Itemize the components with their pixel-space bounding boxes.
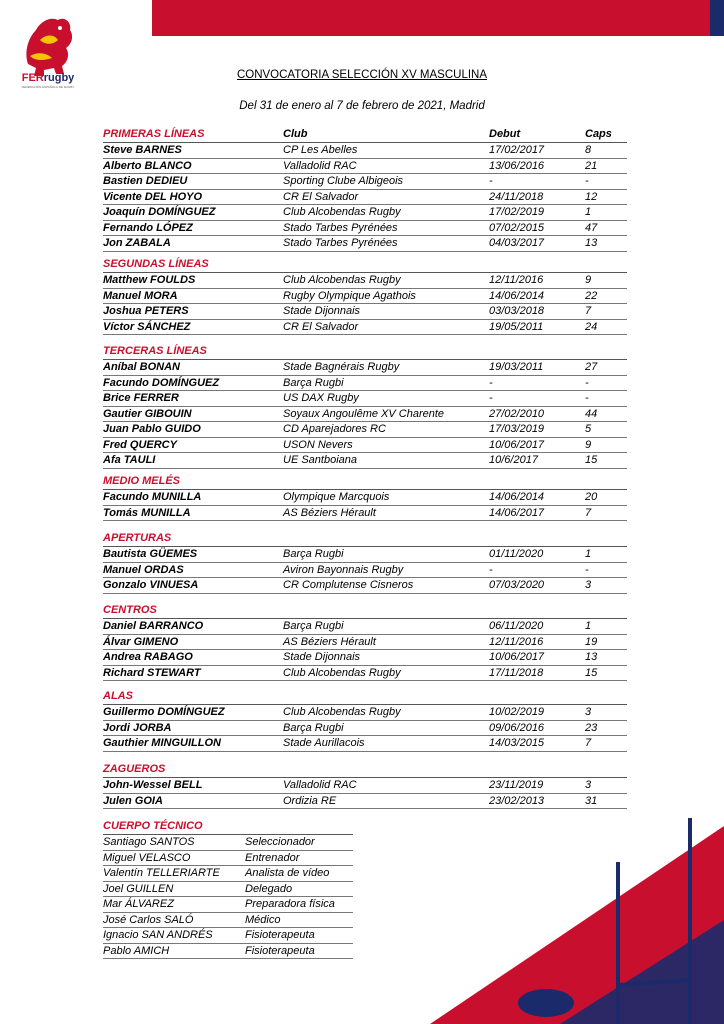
- player-club: Stado Tarbes Pyrénées: [283, 237, 398, 249]
- staff-row: [103, 897, 353, 913]
- player-debut: 12/11/2016: [489, 274, 544, 286]
- staff-role: Analista de vídeo: [245, 867, 330, 879]
- top-red-bar: [152, 0, 724, 36]
- player-debut: 03/03/2018: [489, 305, 545, 317]
- player-row: [103, 159, 627, 175]
- player-club: Stade Dijonnais: [283, 651, 361, 663]
- player-debut: 06/11/2020: [489, 620, 544, 632]
- player-name: Gauthier MINGUILLON: [103, 737, 221, 749]
- player-name: Manuel ORDAS: [103, 563, 184, 576]
- section-heading: [103, 345, 627, 360]
- section-title: PRIMERAS LÍNEAS: [103, 128, 205, 140]
- player-row: [103, 547, 627, 563]
- section-title: ALAS: [103, 690, 133, 702]
- player-caps: 3: [585, 579, 592, 591]
- section-heading: [103, 763, 627, 778]
- document-subtitle: Del 31 de enero al 7 de febrero de 2021, Madrid: [239, 100, 485, 112]
- section-heading: [103, 128, 627, 143]
- player-debut: 17/03/2019: [489, 423, 545, 435]
- player-debut: 23/02/2013: [489, 794, 545, 807]
- player-name: Joaquín DOMÍNGUEZ: [103, 206, 216, 218]
- player-club: AS Béziers Hérault: [283, 506, 376, 519]
- player-row: [103, 190, 627, 206]
- player-club: Barça Rugbi: [283, 721, 344, 734]
- player-name: Joshua PETERS: [103, 305, 189, 317]
- player-debut: 14/03/2015: [489, 737, 545, 749]
- player-caps: 9: [585, 274, 592, 286]
- section-heading: [103, 258, 627, 273]
- player-row: [103, 289, 627, 305]
- staff-section: [103, 820, 353, 959]
- player-club: Valladolid RAC: [283, 159, 357, 172]
- player-debut: 14/06/2017: [489, 506, 545, 519]
- player-name: Aníbal BONAN: [103, 361, 180, 373]
- staff-name: Mar ÁLVAREZ: [103, 898, 174, 910]
- player-debut: 23/11/2019: [489, 779, 544, 791]
- player-debut: 17/02/2019: [489, 206, 545, 218]
- player-name: Matthew FOULDS: [103, 274, 196, 286]
- logo-subtext: FEDERACIÓN ESPAÑOLA DE RUGBY: [21, 85, 75, 89]
- section-0: [103, 128, 627, 252]
- player-row: [103, 506, 627, 522]
- player-caps: 27: [585, 361, 598, 373]
- section-title: SEGUNDAS LÍNEAS: [103, 258, 209, 270]
- player-name: Gonzalo VINUESA: [103, 579, 199, 591]
- staff-role: Seleccionador: [245, 836, 315, 848]
- player-club: Stado Tarbes Pyrénées: [283, 221, 398, 234]
- player-row: [103, 666, 627, 682]
- player-caps: 19: [585, 635, 598, 648]
- player-name: Bautista GÜEMES: [103, 548, 198, 560]
- player-row: [103, 490, 627, 506]
- player-debut: -: [489, 563, 493, 576]
- staff-name: Pablo AMICH: [103, 944, 170, 957]
- player-club: Olympique Marcquois: [283, 491, 390, 503]
- staff-role: Fisioterapeuta: [245, 929, 315, 941]
- player-debut: 27/02/2010: [489, 407, 545, 420]
- player-caps: 3: [585, 779, 592, 791]
- player-name: Facundo DOMÍNGUEZ: [103, 376, 220, 389]
- logo-rugby: rugby: [43, 72, 75, 84]
- player-debut: 10/02/2019: [489, 706, 545, 718]
- section-heading: [103, 604, 627, 619]
- player-club: Aviron Bayonnais Rugby: [283, 563, 404, 576]
- section-title: CENTROS: [103, 604, 157, 616]
- player-club: Stade Bagnérais Rugby: [283, 361, 400, 373]
- player-club: Barça Rugbi: [283, 620, 344, 632]
- player-caps: 31: [585, 794, 598, 807]
- column-header-debut: Debut: [489, 128, 521, 140]
- staff-row: [103, 882, 353, 898]
- staff-row: [103, 835, 353, 851]
- player-club: Stade Aurillacois: [283, 737, 365, 749]
- player-name: Bastien DEDIEU: [103, 175, 188, 187]
- staff-name: Miguel VELASCO: [103, 851, 191, 864]
- player-row: [103, 635, 627, 651]
- player-debut: 17/02/2017: [489, 144, 545, 156]
- section-6: [103, 690, 627, 752]
- player-name: Juan Pablo GUIDO: [103, 423, 201, 435]
- player-row: [103, 273, 627, 289]
- player-row: [103, 736, 627, 752]
- staff-row: [103, 928, 353, 944]
- section-7: [103, 763, 627, 809]
- player-name: Richard STEWART: [103, 666, 201, 679]
- player-row: [103, 205, 627, 221]
- top-navy-bar: [710, 0, 724, 36]
- player-row: [103, 174, 627, 190]
- player-club: Barça Rugbi: [283, 376, 344, 389]
- section-3: [103, 475, 627, 521]
- player-debut: 10/06/2017: [489, 438, 545, 451]
- player-caps: -: [585, 392, 589, 404]
- player-caps: -: [585, 175, 589, 187]
- column-header-club: Club: [283, 128, 308, 140]
- player-row: [103, 794, 627, 810]
- player-name: Álvar GIMENO: [103, 635, 179, 648]
- player-caps: 20: [585, 491, 598, 503]
- staff-name: José Carlos SALÓ: [103, 913, 194, 926]
- player-name: Julen GOIA: [103, 794, 163, 807]
- staff-name: Ignacio SAN ANDRÉS: [103, 929, 213, 941]
- section-heading: [103, 475, 627, 490]
- player-caps: -: [585, 563, 589, 576]
- player-name: Manuel MORA: [103, 289, 178, 302]
- player-club: CD Aparejadores RC: [283, 423, 386, 435]
- player-row: [103, 778, 627, 794]
- player-caps: 15: [585, 666, 598, 679]
- player-caps: 7: [585, 737, 592, 749]
- player-caps: 12: [585, 190, 598, 203]
- player-row: [103, 650, 627, 666]
- player-row: [103, 221, 627, 237]
- player-caps: 9: [585, 438, 592, 451]
- staff-role: Delegado: [245, 882, 293, 895]
- player-row: [103, 578, 627, 594]
- section-1: [103, 258, 627, 335]
- player-row: [103, 563, 627, 579]
- player-row: [103, 304, 627, 320]
- player-name: Daniel BARRANCO: [103, 620, 204, 632]
- player-club: Club Alcobendas Rugby: [283, 706, 401, 718]
- player-club: AS Béziers Hérault: [283, 635, 376, 648]
- player-name: Fernando LÓPEZ: [103, 221, 193, 234]
- player-debut: 19/03/2011: [489, 361, 544, 373]
- player-name: Jon ZABALA: [103, 237, 171, 249]
- player-caps: 13: [585, 237, 598, 249]
- player-caps: 23: [585, 721, 598, 734]
- staff-role: Médico: [245, 913, 281, 926]
- player-caps: 1: [585, 206, 592, 218]
- player-name: Brice FERRER: [103, 392, 179, 404]
- staff-row: [103, 866, 353, 882]
- staff-row: [103, 851, 353, 867]
- player-row: [103, 391, 627, 407]
- player-caps: 7: [585, 506, 592, 519]
- player-club: Valladolid RAC: [283, 779, 357, 791]
- player-caps: 1: [585, 548, 592, 560]
- section-4: [103, 532, 627, 594]
- player-caps: 44: [585, 407, 598, 420]
- player-name: Víctor SÁNCHEZ: [103, 320, 191, 333]
- player-name: Steve BARNES: [103, 144, 182, 156]
- player-row: [103, 376, 627, 392]
- staff-name: Joel GUILLEN: [103, 882, 174, 895]
- player-debut: 04/03/2017: [489, 237, 545, 249]
- player-debut: 10/06/2017: [489, 651, 545, 663]
- player-debut: 10/6/2017: [489, 454, 538, 466]
- player-name: John-Wessel BELL: [103, 779, 203, 791]
- player-caps: 13: [585, 651, 598, 663]
- player-debut: 07/02/2015: [489, 221, 545, 234]
- player-club: CR Complutense Cisneros: [283, 579, 414, 591]
- staff-name: Valentín TELLERIARTE: [103, 867, 220, 879]
- player-row: [103, 705, 627, 721]
- section-title: MEDIO MELÉS: [103, 475, 181, 487]
- section-heading: [103, 690, 627, 705]
- player-caps: 5: [585, 423, 592, 435]
- player-name: Tomás MUNILLA: [103, 506, 191, 519]
- player-caps: 3: [585, 706, 592, 718]
- player-caps: 7: [585, 305, 592, 317]
- player-row: [103, 236, 627, 252]
- player-club: CR El Salvador: [283, 190, 359, 203]
- section-heading: [103, 532, 627, 547]
- staff-role: Fisioterapeuta: [245, 944, 315, 957]
- player-club: Barça Rugbi: [283, 548, 344, 560]
- player-club: CP Les Abelles: [283, 144, 358, 156]
- section-title: ZAGUEROS: [103, 763, 166, 775]
- player-row: [103, 453, 627, 469]
- player-row: [103, 438, 627, 454]
- section-2: [103, 345, 627, 469]
- player-debut: 19/05/2011: [489, 320, 544, 333]
- player-debut: 07/03/2020: [489, 579, 545, 591]
- player-name: Alberto BLANCO: [103, 159, 192, 172]
- player-row: [103, 619, 627, 635]
- player-caps: 21: [585, 159, 598, 172]
- player-debut: 01/11/2020: [489, 548, 544, 560]
- staff-role: Entrenador: [245, 851, 300, 864]
- section-title: APERTURAS: [103, 532, 172, 544]
- staff-row: [103, 944, 353, 960]
- player-club: Club Alcobendas Rugby: [283, 666, 401, 679]
- section-title: TERCERAS LÍNEAS: [103, 345, 207, 357]
- staff-heading-label: CUERPO TÉCNICO: [103, 820, 203, 832]
- player-caps: 8: [585, 144, 592, 156]
- player-debut: 24/11/2018: [489, 190, 544, 203]
- player-row: [103, 320, 627, 336]
- player-club: US DAX Rugby: [283, 392, 359, 404]
- staff-heading: [103, 820, 353, 835]
- player-debut: 14/06/2014: [489, 491, 545, 503]
- player-caps: -: [585, 376, 589, 389]
- player-debut: 12/11/2016: [489, 635, 544, 648]
- player-caps: 47: [585, 221, 598, 234]
- player-debut: -: [489, 392, 493, 404]
- section-5: [103, 604, 627, 681]
- staff-name: Santiago SANTOS: [103, 836, 195, 848]
- player-name: Afa TAULI: [103, 454, 156, 466]
- player-name: Gautier GIBOUIN: [103, 407, 192, 420]
- staff-row: [103, 913, 353, 929]
- player-club: Sporting Clube Albigeois: [283, 175, 404, 187]
- player-debut: 09/06/2016: [489, 721, 545, 734]
- player-name: Vicente DEL HOYO: [103, 190, 203, 203]
- player-club: UE Santboiana: [283, 454, 357, 466]
- player-name: Jordi JORBA: [103, 721, 172, 734]
- player-name: Andrea RABAGO: [103, 651, 193, 663]
- player-debut: 17/11/2018: [489, 666, 544, 679]
- document-title: CONVOCATORIA SELECCIÓN XV MASCULINA: [236, 69, 488, 81]
- player-name: Fred QUERCY: [103, 438, 177, 451]
- player-club: Rugby Olympique Agathois: [283, 289, 416, 302]
- staff-role: Preparadora física: [245, 898, 335, 910]
- player-row: [103, 407, 627, 423]
- player-caps: 1: [585, 620, 592, 632]
- player-debut: 14/06/2014: [489, 289, 545, 302]
- player-club: Ordizia RE: [283, 794, 337, 807]
- player-club: Club Alcobendas Rugby: [283, 206, 401, 218]
- player-row: [103, 360, 627, 376]
- player-debut: 13/06/2016: [489, 159, 545, 172]
- player-debut: -: [489, 376, 493, 389]
- player-caps: 15: [585, 454, 598, 466]
- player-club: USON Nevers: [283, 438, 353, 451]
- player-row: [103, 422, 627, 438]
- logo-fer: FER: [21, 72, 44, 84]
- player-club: Club Alcobendas Rugby: [283, 274, 401, 286]
- player-name: Guillermo DOMÍNGUEZ: [103, 706, 225, 718]
- player-club: Stade Dijonnais: [283, 305, 361, 317]
- player-caps: 22: [585, 289, 598, 302]
- player-name: Facundo MUNILLA: [103, 491, 202, 503]
- player-row: [103, 143, 627, 159]
- player-row: [103, 721, 627, 737]
- player-club: CR El Salvador: [283, 320, 359, 333]
- player-debut: -: [489, 175, 493, 187]
- column-header-caps: Caps: [585, 128, 612, 140]
- player-caps: 24: [585, 320, 598, 333]
- player-club: Soyaux Angoulême XV Charente: [283, 407, 445, 420]
